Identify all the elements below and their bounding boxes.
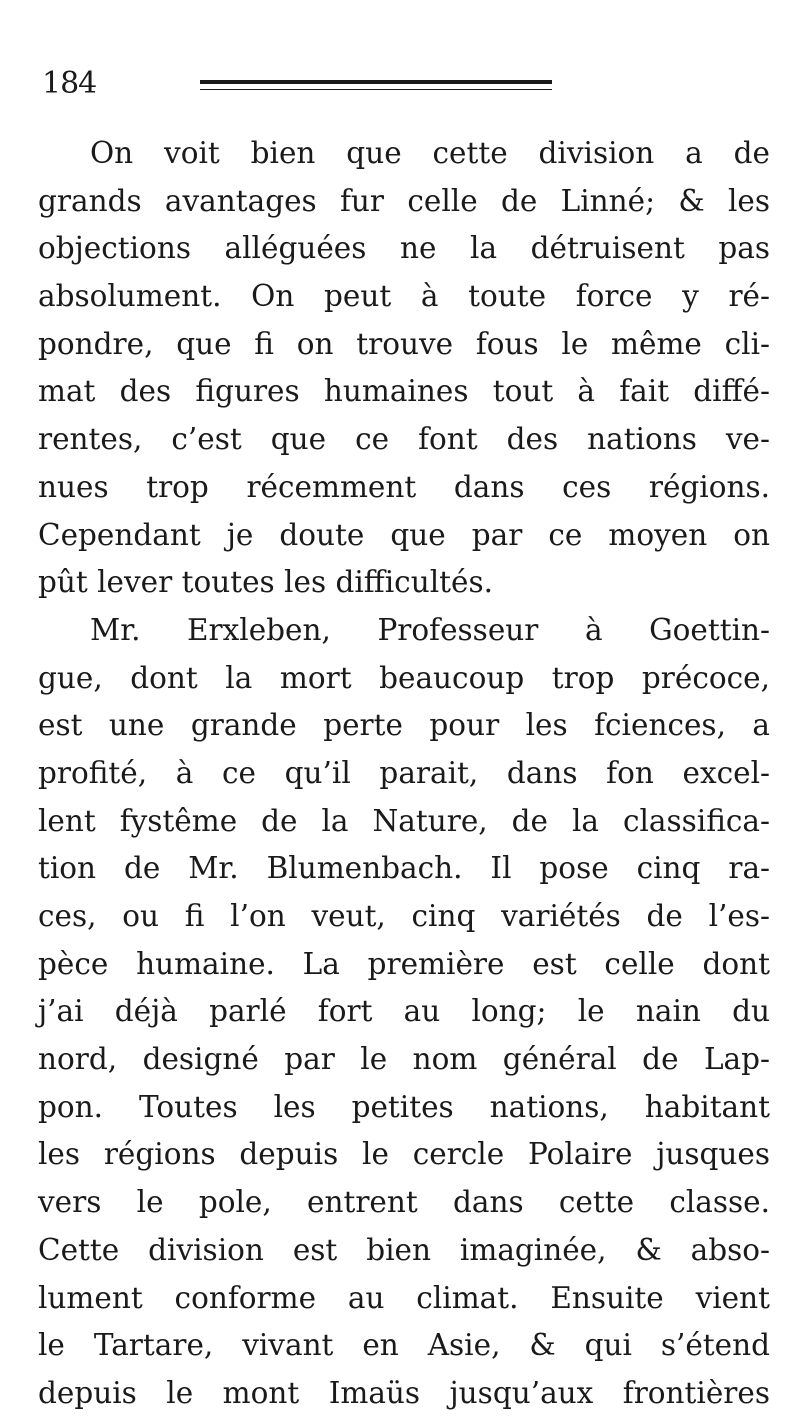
text-line: le Tartare, vivant en Asie, & qui s’étend xyxy=(38,1328,770,1363)
text-line: lent fystême de la Nature, de la classifica- xyxy=(38,803,770,838)
text-line: pèce humaine. La première est celle dont xyxy=(38,946,770,981)
text-line: profité, à ce qu’il parait, dans fon excel- xyxy=(38,755,770,790)
text-line: On voit bien que cette division a de xyxy=(90,136,770,170)
text-line: j’ai déjà parlé fort au long; le nain du xyxy=(38,994,770,1029)
text-line: gue, dont la mort beaucoup trop précoce, xyxy=(38,660,770,695)
text-line: Cette division est bien imaginée, & abso- xyxy=(38,1232,770,1267)
text-line: objections alléguées ne la détruisent pas xyxy=(38,231,770,266)
text-line: ces, ou fi l’on veut, cinq variétés de l’es- xyxy=(38,899,770,933)
text-line: nord, designé par le nom général de Lap- xyxy=(38,1042,770,1077)
text-line: mat des figures humaines tout à fait diffé- xyxy=(38,374,770,409)
text-line: nues trop récemment dans ces régions. xyxy=(38,469,770,504)
text-line: tion de Mr. Blumenbach. Il pose cinq ra- xyxy=(38,851,770,886)
text-line: Cependant je doute que par ce moyen on xyxy=(38,517,770,552)
text-line: pondre, que fi on trouve fous le même cli- xyxy=(38,326,770,361)
text-line: pon. Toutes les petites nations, habitant xyxy=(38,1089,770,1124)
text-line: Mr. Erxleben, Professeur à Goettin- xyxy=(90,612,770,647)
text-line: est une grande perte pour les fciences, a xyxy=(38,708,770,743)
text-line: depuis le mont Imaüs jusqu’aux frontières xyxy=(38,1375,770,1410)
text-line: les régions depuis le cercle Polaire jusques xyxy=(38,1137,770,1172)
text-line: rentes, c’est que ce font des nations ve- xyxy=(38,422,770,457)
text-line: lument conforme au climat. Ensuite vient xyxy=(38,1280,770,1315)
text-body xyxy=(38,130,770,1418)
page-number: 184 xyxy=(42,66,97,101)
text-line: pût lever toutes les difficultés. xyxy=(38,565,493,600)
header-rule xyxy=(200,80,552,90)
text-line: grands avantages fur celle de Linné; & les xyxy=(38,183,770,218)
text-line: vers le pole, entrent dans cette classe. xyxy=(38,1185,770,1220)
text-line: absolument. On peut à toute force y ré- xyxy=(38,279,770,314)
